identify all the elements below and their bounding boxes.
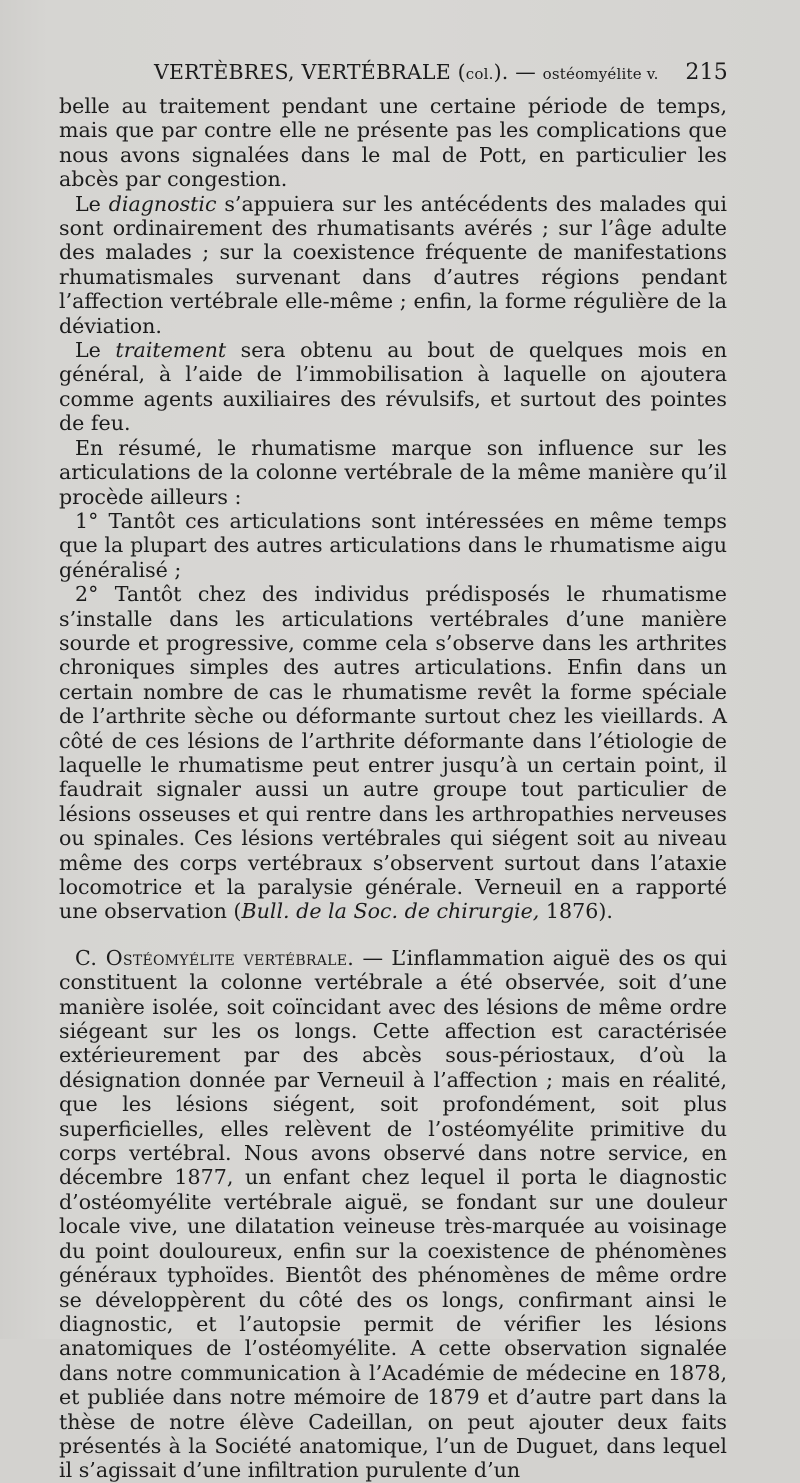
paragraph-item-1: 1° Tantôt ces articulations sont intéressées en même temps que la plupart des autres articulations dans le rhumatisme aigu généralisé ;: [59, 508, 727, 582]
running-title-main: VERTÈBRES, VERTÉBRALE (: [154, 60, 466, 84]
section-osteomyelite: [59, 946, 727, 1483]
paragraph-item-2: [59, 582, 727, 924]
italic-citation: Bull. de la Soc. de chirurgie,: [241, 899, 540, 924]
text-run: 1876).: [539, 899, 613, 924]
paragraph-traitement: [59, 338, 727, 436]
running-title-sub: ostéomyélite v.: [542, 65, 659, 83]
section-heading: C. Ostéomyélite vertébrale.: [75, 945, 355, 970]
text-run: Le: [75, 338, 116, 363]
page-number: 215: [685, 60, 728, 85]
text-run: Le: [75, 191, 109, 216]
italic-term: traitement: [115, 338, 227, 363]
running-title-sep: ). —: [493, 60, 536, 84]
text-run: s’appuiera sur les antécédents des malades qui sont ordinairement des rhumatisants avérés ; sur l’âge adulte des malades ; sur la coexistence fréquente de manifestations rhumatismales survenant dans d’autres régions pendant l’affection vertébrale elle-même ; enfin, la forme régulière de la déviation.: [59, 191, 727, 338]
text-run: — L’inflammation aiguë des os qui constituent la colonne vertébrale a été observée, soit d’une manière isolée, soit coïncidant avec des lésions de même ordre siégeant sur les os longs. Cette affection est caractérisée extérieurement par des abcès sous-périostaux, d’où la désignation donnée par Verneuil à l’affection ; mais en réalité, que les lésions siégent, soit profondément, soit plus superficielles, elles relèvent de l’ostéomyélite primitive du corps vertébral. Nous avons observé dans notre service, en décembre 1877, un enfant chez lequel il porta le diagnostic d’ostéomyélite vertébrale aiguë, se fondant sur une douleur locale vive, une dilatation veineuse très-marquée au voisinage du point douloureux, enfin sur la coexistence de phénomènes généraux typhoïdes. Bientôt des phénomènes de même ordre se développèrent du côté des os longs, confirmant ainsi le diagnostic, et l’autopsie permit de vérifier les lésions anatomiques de l’ostéomyélite. A cette observation signalée dans notre communication à l’Académie de médecine en 1878, et publiée dans notre mémoire de 1879 et d’autre part dans la thèse de notre élève Cadeillan, on peut ajouter deux faits présentés à la Société anatomique, l’un de Duguet, dans lequel il s’agissait d’une infiltration purulente d’un: [59, 945, 728, 1483]
italic-term: diagnostic: [108, 191, 217, 216]
paragraph: En résumé, le rhumatisme marque son influence sur les articulations de la colonne vertébrale de la même manière qu’il procède ailleurs :: [59, 435, 727, 509]
text-run: sera obtenu au bout de quelques mois en général, à l’aide de l’immobilisation à laquelle on ajoutera comme agents auxiliaires des révulsifs, et surtout des pointes de feu.: [59, 338, 727, 436]
running-title: [154, 60, 659, 84]
running-title-col: col.: [465, 65, 494, 83]
paragraph-diagnostic: [59, 192, 727, 338]
paragraph: belle au traitement pendant une certaine période de temps, mais que par contre elle ne présente pas les complications que nous avons signalées dans le mal de Pott, en particulier les abcès par congestion.: [59, 94, 727, 192]
text-run: 2° Tantôt chez des individus prédisposés le rhumatisme s’installe dans les articulations vertébrales d’une manière sourde et progressive, comme cela s’observe dans les arthrites chroniques simples des autres articulations. Enfin dans un certain nombre de cas le rhumatisme revêt la forme spéciale de l’arthrite sèche ou déformante surtout chez les vieillards. A côté de ces lésions de l’arthrite déformante dans l’étiologie de laquelle le rhumatisme peut entrer jusqu’à un certain point, il faudrait signaler aussi un autre groupe tout particulier de lésions osseuses et qui rentre dans les arthropathies nerveuses ou spinales. Ces lésions vertébrales qui siégent soit au niveau même des corps vertébraux s’observent surtout dans l’ataxie locomotrice et la paralysie générale. Verneuil en a rapporté une observation (: [59, 582, 727, 924]
running-header: [58, 60, 730, 88]
page-body: [59, 94, 727, 1483]
